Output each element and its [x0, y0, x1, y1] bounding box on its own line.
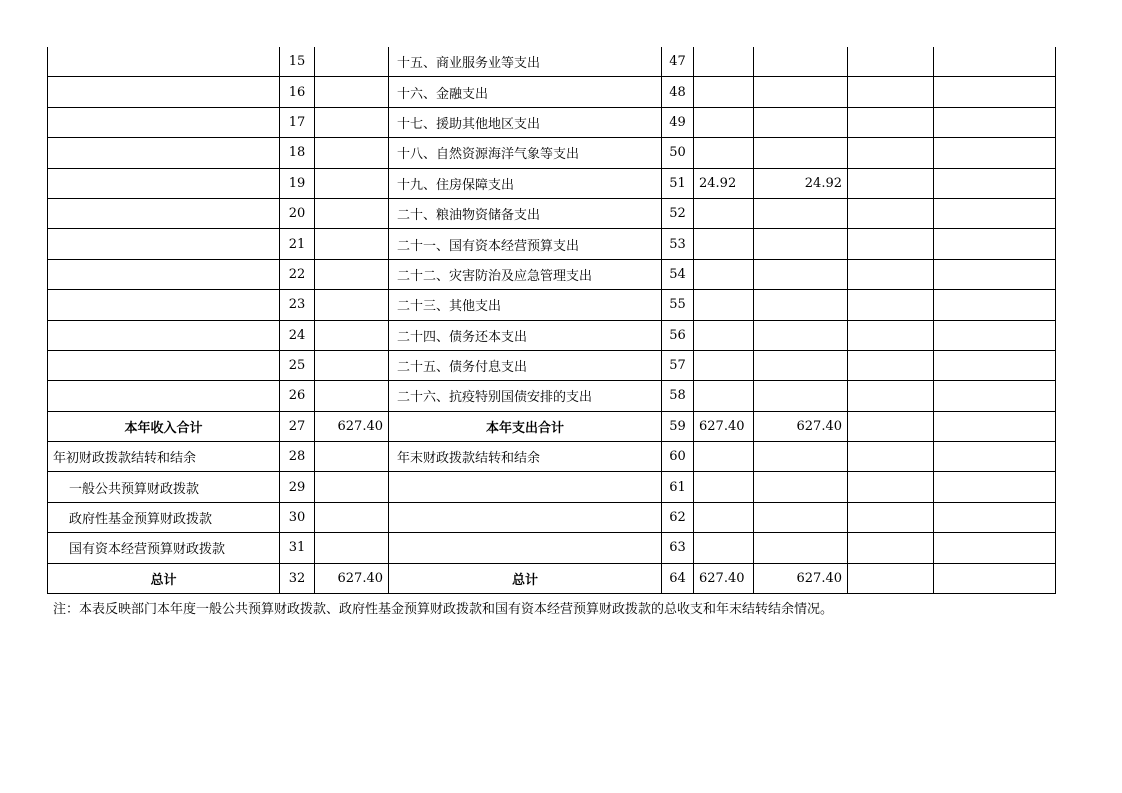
income-line-no-cell: 24: [280, 320, 315, 350]
income-amount-cell: [315, 259, 389, 289]
expense-state-capital-cell: [934, 107, 1056, 137]
expense-gov-fund-cell: [848, 442, 934, 472]
income-amount-cell: [315, 47, 389, 77]
income-line-no-cell: 32: [280, 563, 315, 593]
expense-total-cell: [694, 229, 754, 259]
expense-gov-fund-cell: [848, 290, 934, 320]
table-row: [48, 198, 1056, 228]
table-row: [48, 138, 1056, 168]
expense-total-cell: [694, 259, 754, 289]
table-row: [48, 107, 1056, 137]
expense-total-cell: [694, 381, 754, 411]
income-amount-cell: [315, 290, 389, 320]
table-row: [48, 168, 1056, 198]
income-item-cell: [48, 259, 280, 289]
expense-total-cell: [694, 472, 754, 502]
expense-item-cell: 十九、住房保障支出: [389, 168, 662, 198]
income-item-cell: [48, 381, 280, 411]
income-amount-cell: [315, 472, 389, 502]
expense-item-cell: 十六、金融支出: [389, 77, 662, 107]
expense-total-cell: [694, 107, 754, 137]
expense-state-capital-cell: [934, 168, 1056, 198]
income-line-no-cell: 28: [280, 442, 315, 472]
expense-line-no-cell: 60: [662, 442, 694, 472]
expense-state-capital-cell: [934, 502, 1056, 532]
income-amount-cell: [315, 533, 389, 563]
expense-line-no-cell: 51: [662, 168, 694, 198]
expense-general-budget-cell: [754, 107, 848, 137]
budget-summary-table: [47, 47, 1056, 594]
expense-gov-fund-cell: [848, 77, 934, 107]
income-line-no-cell: 20: [280, 198, 315, 228]
expense-line-no-cell: 50: [662, 138, 694, 168]
expense-total-cell: [694, 198, 754, 228]
expense-gov-fund-cell: [848, 381, 934, 411]
expense-line-no-cell: 55: [662, 290, 694, 320]
income-amount-cell: [315, 107, 389, 137]
expense-line-no-cell: 53: [662, 229, 694, 259]
table-row: [48, 229, 1056, 259]
expense-state-capital-cell: [934, 198, 1056, 228]
table-row: [48, 472, 1056, 502]
income-line-no-cell: 25: [280, 350, 315, 380]
expense-item-cell: 二十三、其他支出: [389, 290, 662, 320]
expense-total-cell: [694, 77, 754, 107]
table-row: [48, 533, 1056, 563]
expense-gov-fund-cell: [848, 168, 934, 198]
income-item-cell: 本年收入合计: [48, 411, 280, 441]
income-line-no-cell: 17: [280, 107, 315, 137]
table-row: [48, 442, 1056, 472]
expense-total-cell: [694, 320, 754, 350]
expense-line-no-cell: 54: [662, 259, 694, 289]
table-row: [48, 320, 1056, 350]
expense-general-budget-cell: 627.40: [754, 563, 848, 593]
income-amount-cell: [315, 168, 389, 198]
expense-state-capital-cell: [934, 77, 1056, 107]
expense-general-budget-cell: [754, 533, 848, 563]
table-row: [48, 77, 1056, 107]
expense-state-capital-cell: [934, 563, 1056, 593]
expense-total-cell: [694, 502, 754, 532]
table-footnote: 注：本表反映部门本年度一般公共预算财政拨款、政府性基金预算财政拨款和国有资本经营预算财政拨款的总收支和年末结转结余情况。: [53, 602, 834, 617]
expense-gov-fund-cell: [848, 229, 934, 259]
expense-gov-fund-cell: [848, 502, 934, 532]
expense-item-cell: [389, 502, 662, 532]
income-item-cell: [48, 350, 280, 380]
expense-general-budget-cell: [754, 259, 848, 289]
table-row: [48, 47, 1056, 77]
expense-item-cell: 总计: [389, 563, 662, 593]
expense-general-budget-cell: [754, 472, 848, 502]
expense-general-budget-cell: 24.92: [754, 168, 848, 198]
expense-line-no-cell: 61: [662, 472, 694, 502]
income-amount-cell: [315, 138, 389, 168]
income-item-cell: [48, 138, 280, 168]
expense-item-cell: 年末财政拨款结转和结余: [389, 442, 662, 472]
expense-total-cell: [694, 47, 754, 77]
expense-line-no-cell: 47: [662, 47, 694, 77]
income-line-no-cell: 19: [280, 168, 315, 198]
income-item-cell: [48, 290, 280, 320]
expense-gov-fund-cell: [848, 259, 934, 289]
income-amount-cell: [315, 320, 389, 350]
expense-line-no-cell: 59: [662, 411, 694, 441]
expense-item-cell: 本年支出合计: [389, 411, 662, 441]
income-item-cell: [48, 47, 280, 77]
expense-gov-fund-cell: [848, 107, 934, 137]
expense-state-capital-cell: [934, 381, 1056, 411]
expense-total-cell: [694, 290, 754, 320]
table-row: [48, 502, 1056, 532]
expense-total-cell: [694, 138, 754, 168]
expense-total-cell: [694, 442, 754, 472]
income-amount-cell: [315, 350, 389, 380]
table-row: [48, 290, 1056, 320]
income-item-cell: [48, 168, 280, 198]
expense-state-capital-cell: [934, 320, 1056, 350]
expense-line-no-cell: 58: [662, 381, 694, 411]
income-amount-cell: [315, 229, 389, 259]
expense-state-capital-cell: [934, 290, 1056, 320]
expense-gov-fund-cell: [848, 411, 934, 441]
table-row: [48, 563, 1056, 593]
expense-item-cell: 二十四、债务还本支出: [389, 320, 662, 350]
expense-item-cell: 二十二、灾害防治及应急管理支出: [389, 259, 662, 289]
expense-gov-fund-cell: [848, 350, 934, 380]
expense-general-budget-cell: [754, 320, 848, 350]
expense-item-cell: 二十五、债务付息支出: [389, 350, 662, 380]
expense-total-cell: [694, 533, 754, 563]
expense-general-budget-cell: [754, 198, 848, 228]
expense-general-budget-cell: [754, 77, 848, 107]
income-amount-cell: [315, 502, 389, 532]
income-item-cell: [48, 198, 280, 228]
expense-line-no-cell: 57: [662, 350, 694, 380]
expense-line-no-cell: 48: [662, 77, 694, 107]
expense-gov-fund-cell: [848, 533, 934, 563]
expense-total-cell: 627.40: [694, 411, 754, 441]
expense-state-capital-cell: [934, 472, 1056, 502]
expense-line-no-cell: 63: [662, 533, 694, 563]
income-line-no-cell: 21: [280, 229, 315, 259]
expense-gov-fund-cell: [848, 138, 934, 168]
income-amount-cell: 627.40: [315, 411, 389, 441]
income-line-no-cell: 16: [280, 77, 315, 107]
expense-general-budget-cell: [754, 381, 848, 411]
expense-total-cell: 627.40: [694, 563, 754, 593]
table-row: [48, 411, 1056, 441]
income-line-no-cell: 22: [280, 259, 315, 289]
expense-state-capital-cell: [934, 229, 1056, 259]
expense-item-cell: 十五、商业服务业等支出: [389, 47, 662, 77]
income-item-cell: [48, 229, 280, 259]
income-item-cell: 一般公共预算财政拨款: [48, 472, 280, 502]
income-line-no-cell: 18: [280, 138, 315, 168]
expense-item-cell: 十七、援助其他地区支出: [389, 107, 662, 137]
expense-state-capital-cell: [934, 259, 1056, 289]
expense-item-cell: 十八、自然资源海洋气象等支出: [389, 138, 662, 168]
expense-general-budget-cell: [754, 350, 848, 380]
income-item-cell: [48, 107, 280, 137]
expense-item-cell: 二十一、国有资本经营预算支出: [389, 229, 662, 259]
expense-general-budget-cell: [754, 442, 848, 472]
expense-state-capital-cell: [934, 350, 1056, 380]
expense-gov-fund-cell: [848, 198, 934, 228]
expense-total-cell: [694, 350, 754, 380]
table-row: [48, 350, 1056, 380]
expense-gov-fund-cell: [848, 472, 934, 502]
income-item-cell: 年初财政拨款结转和结余: [48, 442, 280, 472]
expense-line-no-cell: 49: [662, 107, 694, 137]
table-row: [48, 259, 1056, 289]
expense-general-budget-cell: [754, 229, 848, 259]
income-line-no-cell: 31: [280, 533, 315, 563]
expense-gov-fund-cell: [848, 47, 934, 77]
table-body: [48, 47, 1056, 594]
expense-line-no-cell: 52: [662, 198, 694, 228]
expense-gov-fund-cell: [848, 563, 934, 593]
income-amount-cell: [315, 198, 389, 228]
expense-item-cell: 二十、粮油物资储备支出: [389, 198, 662, 228]
expense-general-budget-cell: [754, 138, 848, 168]
income-line-no-cell: 30: [280, 502, 315, 532]
expense-item-cell: 二十六、抗疫特别国债安排的支出: [389, 381, 662, 411]
table-row: [48, 381, 1056, 411]
expense-general-budget-cell: [754, 502, 848, 532]
income-amount-cell: 627.40: [315, 563, 389, 593]
income-amount-cell: [315, 77, 389, 107]
expense-line-no-cell: 64: [662, 563, 694, 593]
income-item-cell: [48, 77, 280, 107]
expense-state-capital-cell: [934, 138, 1056, 168]
income-line-no-cell: 27: [280, 411, 315, 441]
income-amount-cell: [315, 442, 389, 472]
expense-line-no-cell: 56: [662, 320, 694, 350]
expense-state-capital-cell: [934, 47, 1056, 77]
expense-item-cell: [389, 533, 662, 563]
income-amount-cell: [315, 381, 389, 411]
expense-line-no-cell: 62: [662, 502, 694, 532]
expense-total-cell: 24.92: [694, 168, 754, 198]
expense-general-budget-cell: [754, 290, 848, 320]
income-line-no-cell: 15: [280, 47, 315, 77]
expense-gov-fund-cell: [848, 320, 934, 350]
expense-state-capital-cell: [934, 442, 1056, 472]
income-item-cell: 政府性基金预算财政拨款: [48, 502, 280, 532]
income-line-no-cell: 23: [280, 290, 315, 320]
expense-general-budget-cell: 627.40: [754, 411, 848, 441]
income-line-no-cell: 26: [280, 381, 315, 411]
expense-item-cell: [389, 472, 662, 502]
income-line-no-cell: 29: [280, 472, 315, 502]
expense-state-capital-cell: [934, 533, 1056, 563]
income-item-cell: 总计: [48, 563, 280, 593]
income-item-cell: 国有资本经营预算财政拨款: [48, 533, 280, 563]
income-item-cell: [48, 320, 280, 350]
expense-general-budget-cell: [754, 47, 848, 77]
expense-state-capital-cell: [934, 411, 1056, 441]
